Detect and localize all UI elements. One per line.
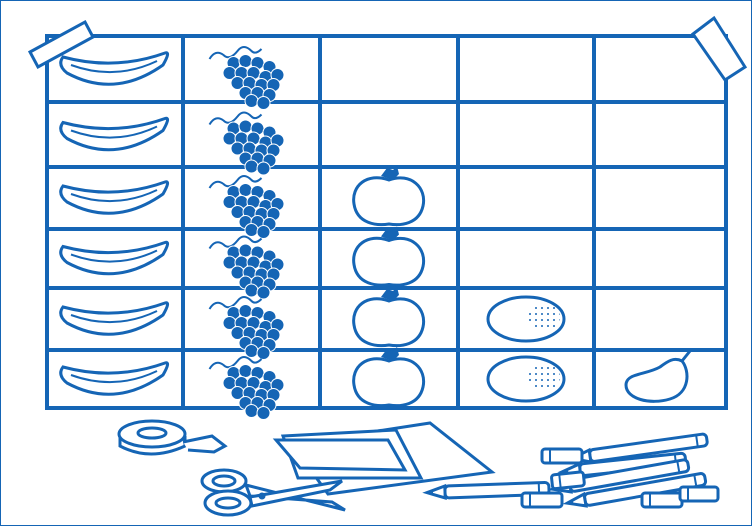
orange-icon xyxy=(488,357,564,401)
tape-roll-icon xyxy=(119,421,225,454)
grid-cell-r4-c4 xyxy=(458,229,594,288)
grid-cell-r2-c3 xyxy=(320,102,458,167)
marker-cap-icon xyxy=(542,449,582,463)
orange-icon xyxy=(488,297,564,341)
grid-cell-r1-c4 xyxy=(458,36,594,102)
marker-cap-icon xyxy=(522,493,562,507)
paper-stack-icon xyxy=(276,423,492,494)
grid-cell-r2-c4 xyxy=(458,102,594,167)
grid-cell-r4-c5 xyxy=(594,229,726,288)
marker-cap-icon xyxy=(680,487,718,501)
grid-cell-r1-c3 xyxy=(320,36,458,102)
grid-cell-r3-c5 xyxy=(594,167,726,229)
grid-cell-r2-c5 xyxy=(594,102,726,167)
marker-cap-icon xyxy=(642,493,682,507)
marker-cap-icon xyxy=(551,472,584,489)
grid-cell-r3-c4 xyxy=(458,167,594,229)
grid-cell-r5-c5 xyxy=(594,288,726,350)
